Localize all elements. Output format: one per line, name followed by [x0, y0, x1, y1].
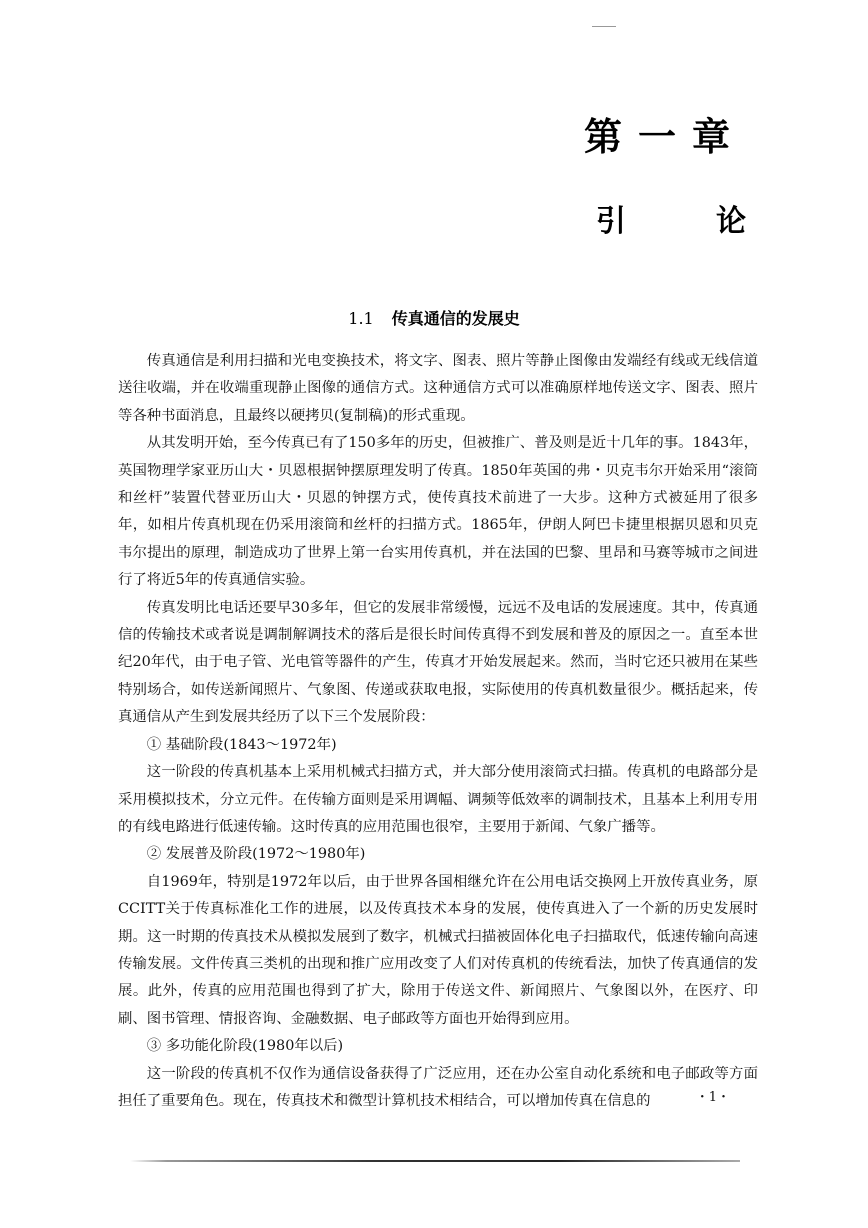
- paragraph: 传真发明比电话还要早30多年，但它的发展非常缓慢，远远不及电话的发展速度。其中，传真通信的传输技术或者说是调制解调技术的落后是很长时间传真得不到发展和普及的原因之一。直至本世纪20年代，由于电子管、光电管等器件的产生，传真才开始发展起来。然而，当时它还只被用在某些特别场合，如传送新闻照片、气象图、传递或获取电报，实际使用的传真机数量很少。概括起来，传真通信从产生到发展共经历了以下三个发展阶段：: [118, 599, 758, 726]
- bottom-scan-line: [130, 1160, 740, 1162]
- chapter-number: 第一章: [583, 115, 746, 159]
- section-title: 传真通信的发展史: [391, 309, 520, 328]
- stage-heading: ② 发展普及阶段(1972～1980年): [146, 846, 366, 863]
- stage-heading: ① 基础阶段(1843～1972年): [146, 736, 337, 753]
- page-number: ・1・: [695, 1090, 730, 1105]
- paragraph: 这一阶段的传真机不仅作为通信设备获得了广泛应用，还在办公室自动化系统和电子邮政等方面担任了重要角色。现在，传真技术和微型计算机技术相结合，可以增加传真在信息的: [118, 1065, 758, 1109]
- chapter-title-right: 论: [716, 204, 746, 239]
- paragraph: 自1969年，特别是1972年以后，由于世界各国相继允许在公用电话交换网上开放传真业务，原CCITT关于传真标准化工作的进展，以及传真技术本身的发展，使传真进入了一个新的历史发展时期。这一时期的传真技术从模拟发展到了数字，机械式扫描被固体化电子扫描取代，低速传输向高速传输发展。文件传真三类机的出现和推广应用改变了人们对传真机的传统看法，加快了传真通信的发展。此外，传真的应用范围也得到了扩大，除用于传送文件、新闻照片、气象图以外，在医疗、印刷、图书管理、情报咨询、金融数据、电子邮政等方面也开始得到应用。: [118, 873, 758, 1027]
- section-heading: [0, 306, 868, 329]
- paragraph: 传真通信是利用扫描和光电变换技术，将文字、图表、照片等静止图像由发端经有线或无线信道送往收端，并在收端重现静止图像的通信方式。这种通信方式可以准确原样地传送文字、图表、照片等各种书面消息，且最终以硬拷贝(复制稿)的形式重现。: [118, 353, 758, 424]
- paragraph: 这一阶段的传真机基本上采用机械式扫描方式，并大部分使用滚筒式扫描。传真机的电路部分是采用模拟技术，分立元件。在传输方面则是采用调幅、调频等低效率的调制技术，且基本上利用专用的有线电路进行低速传输。这时传真的应用范围也很窄，主要用于新闻、气象广播等。: [118, 764, 758, 835]
- chapter-title: [596, 196, 746, 240]
- stage-heading: ③ 多功能化阶段(1980年以后): [146, 1038, 344, 1055]
- paragraph: 从其发明开始，至今传真已有了150多年的历史，但被推广、普及则是近十几年的事。1843年，英国物理学家亚历山大・贝恩根据钟摆原理发明了传真。1850年英国的弗・贝克韦尔开始采用“滚筒和丝杆”装置代替亚历山大・贝恩的钟摆方式，使传真技术前进了一大步。这种方式被延用了很多年，如相片传真机现在仍采用滚筒和丝杆的扫描方式。1865年，伊朗人阿巴卡捷里根据贝恩和贝克韦尔提出的原理，制造成功了世界上第一台实用传真机，并在法国的巴黎、里昂和马赛等城市之间进行了将近5年的传真通信实验。: [118, 435, 758, 589]
- chapter-title-left: 引: [596, 204, 626, 239]
- body-text: [118, 348, 758, 1115]
- section-number: 1.1: [348, 309, 374, 328]
- scan-mark: [592, 26, 616, 27]
